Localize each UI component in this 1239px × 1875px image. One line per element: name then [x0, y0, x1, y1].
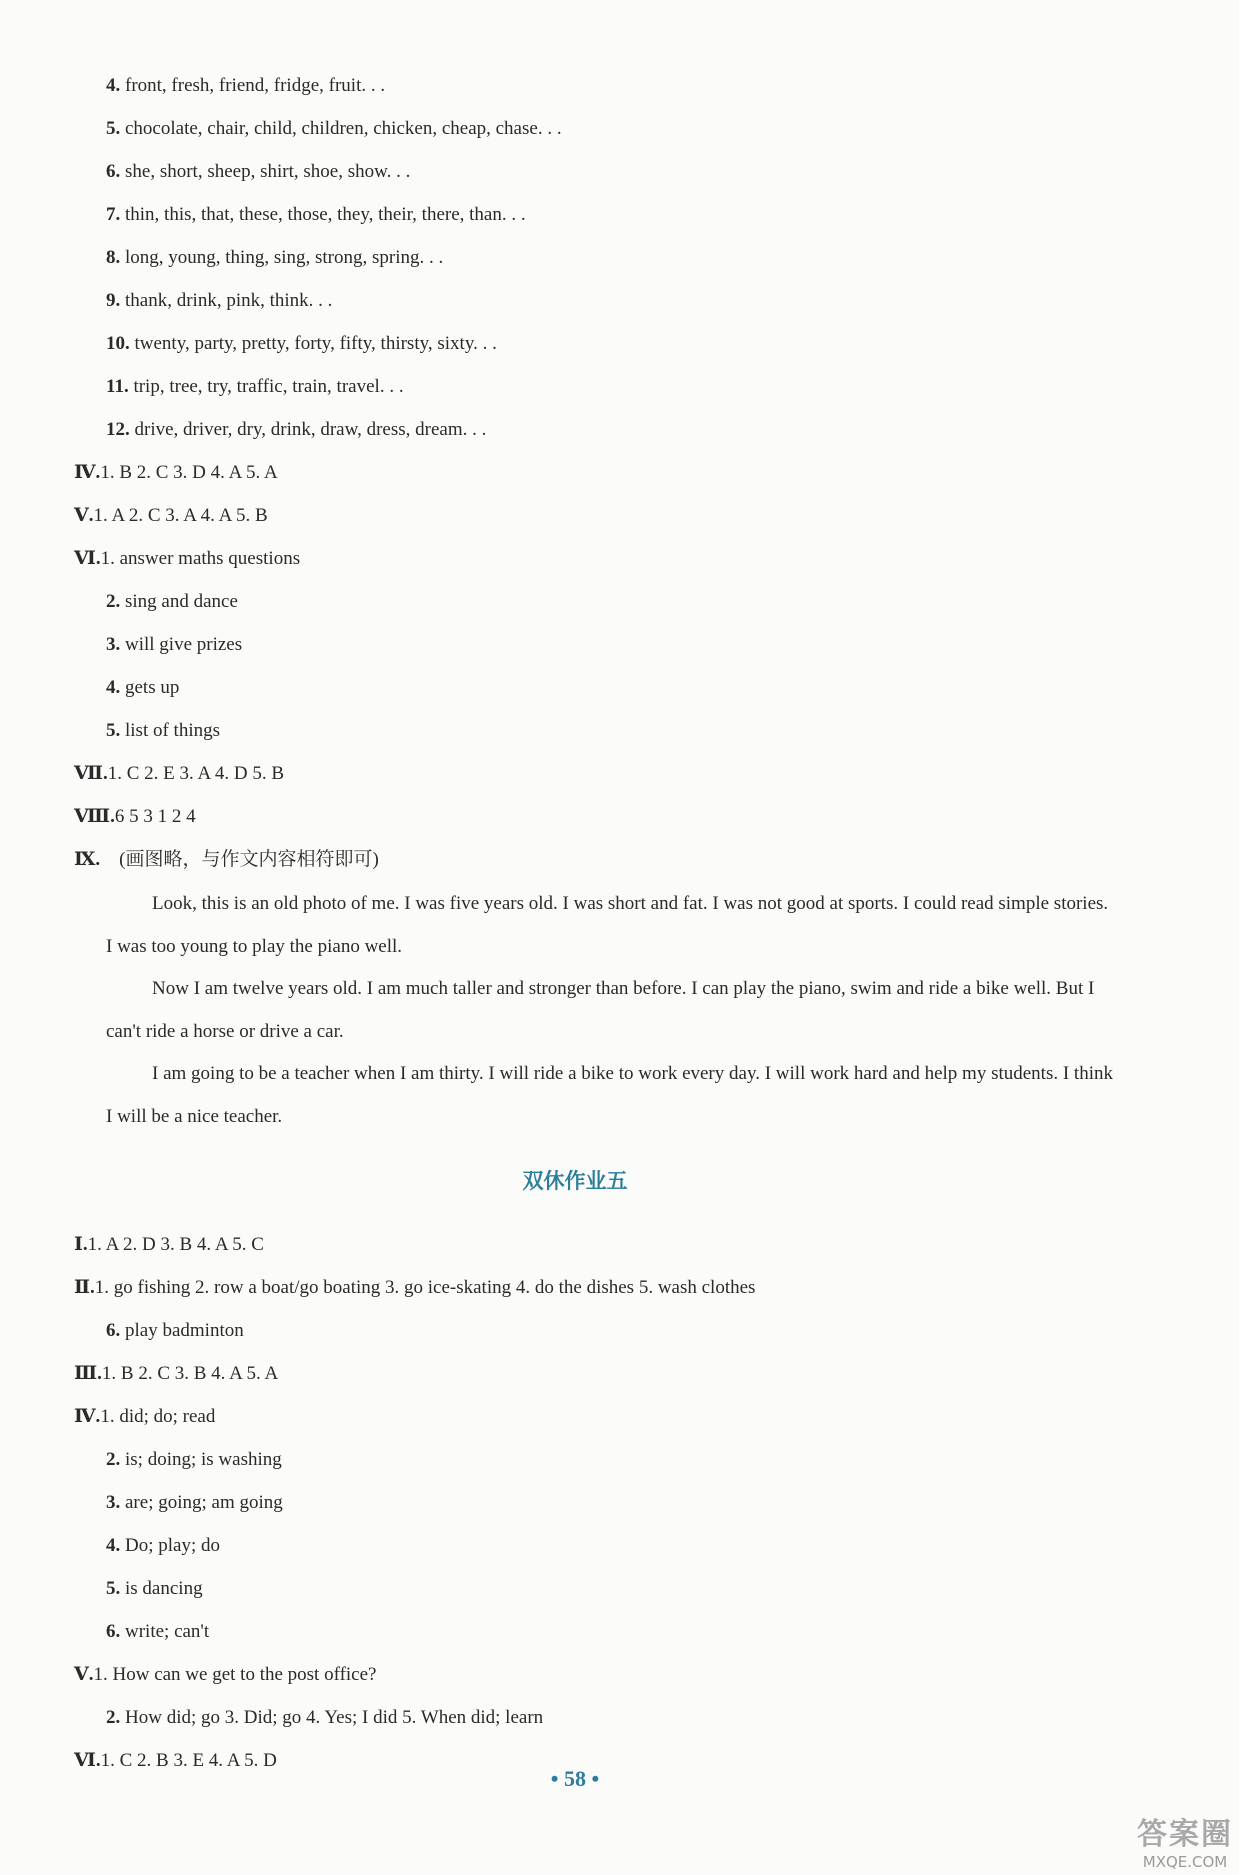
essay-paragraph: I am going to be a teacher when I am thirty. I will ride a bike to work every day. I will work hard and help my students. I think I will be a nice teacher. [106, 1063, 1113, 1127]
answer-line: 5. is dancing [106, 1578, 203, 1599]
essay-paragraph: Look, this is an old photo of me. I was five years old. I was short and fat. I was not good at sports. I could read simple stories. I was too young to play the piano well. [106, 893, 1109, 957]
answer-line: Ⅴ.1. A 2. C 3. A 4. A 5. B [74, 505, 268, 526]
answer-line: 5. chocolate, chair, child, children, chicken, cheap, chase. . . [106, 118, 562, 139]
answer-line: 2. is; doing; is washing [106, 1449, 282, 1470]
answer-line: Ⅷ.6 5 3 1 2 4 [74, 806, 196, 827]
answer-line: 7. thin, this, that, these, those, they, their, there, than. . . [106, 204, 526, 225]
answer-line: Ⅶ.1. C 2. E 3. A 4. D 5. B [74, 763, 285, 784]
answer-line: 4. Do; play; do [106, 1535, 220, 1556]
answer-line: 10. twenty, party, pretty, forty, fifty, thirsty, sixty. . . [106, 333, 497, 354]
answer-line: 4. gets up [106, 677, 180, 698]
answer-line: Ⅵ.1. answer maths questions [74, 548, 301, 569]
answer-line: 2. How did; go 3. Did; go 4. Yes; I did 5. When did; learn [106, 1707, 544, 1728]
essay-paragraph: Now I am twelve years old. I am much taller and stronger than before. I can play the piano, swim and ride a bike well. But I can't ride a horse or drive a car. [106, 978, 1095, 1042]
answer-line: 3. will give prizes [106, 634, 243, 655]
answer-line: Ⅲ.1. B 2. C 3. B 4. A 5. A [74, 1363, 279, 1384]
answer-line: Ⅳ.1. B 2. C 3. D 4. A 5. A [74, 462, 278, 483]
answer-line: Ⅰ.1. A 2. D 3. B 4. A 5. C [74, 1234, 264, 1255]
answer-line: Ⅸ. (画图略，与作文内容相符即可) [74, 849, 379, 870]
answer-line: 8. long, young, thing, sing, strong, spring. . . [106, 247, 444, 268]
section-title: 双休作业五 [522, 1169, 628, 1193]
answer-line: Ⅳ.1. did; do; read [74, 1406, 216, 1427]
answer-line: 5. list of things [106, 720, 221, 741]
answer-line: 6. play badminton [106, 1320, 244, 1341]
page-number: • 58 • [550, 1766, 600, 1791]
answer-line: 6. write; can't [106, 1621, 210, 1642]
answer-line: 2. sing and dance [106, 591, 238, 612]
answer-line: Ⅱ.1. go fishing 2. row a boat/go boating 3. go ice-skating 4. do the dishes 5. wash clothes [74, 1277, 756, 1298]
answer-line: 3. are; going; am going [106, 1492, 283, 1513]
answer-line: Ⅴ.1. How can we get to the post office? [74, 1664, 377, 1685]
answer-line: 6. she, short, sheep, shirt, shoe, show. . . [106, 161, 411, 182]
answer-line: Ⅵ.1. C 2. B 3. E 4. A 5. D [74, 1750, 277, 1771]
watermark-logo: 答案圈 MXQE.COM [1137, 1817, 1233, 1871]
answer-line: 4. front, fresh, friend, fridge, fruit. . . [106, 75, 386, 96]
answer-line: 12. drive, driver, dry, drink, draw, dress, dream. . . [106, 419, 487, 440]
answer-line: 9. thank, drink, pink, think. . . [106, 290, 333, 311]
answer-line: 11. trip, tree, try, traffic, train, travel. . . [106, 376, 404, 397]
